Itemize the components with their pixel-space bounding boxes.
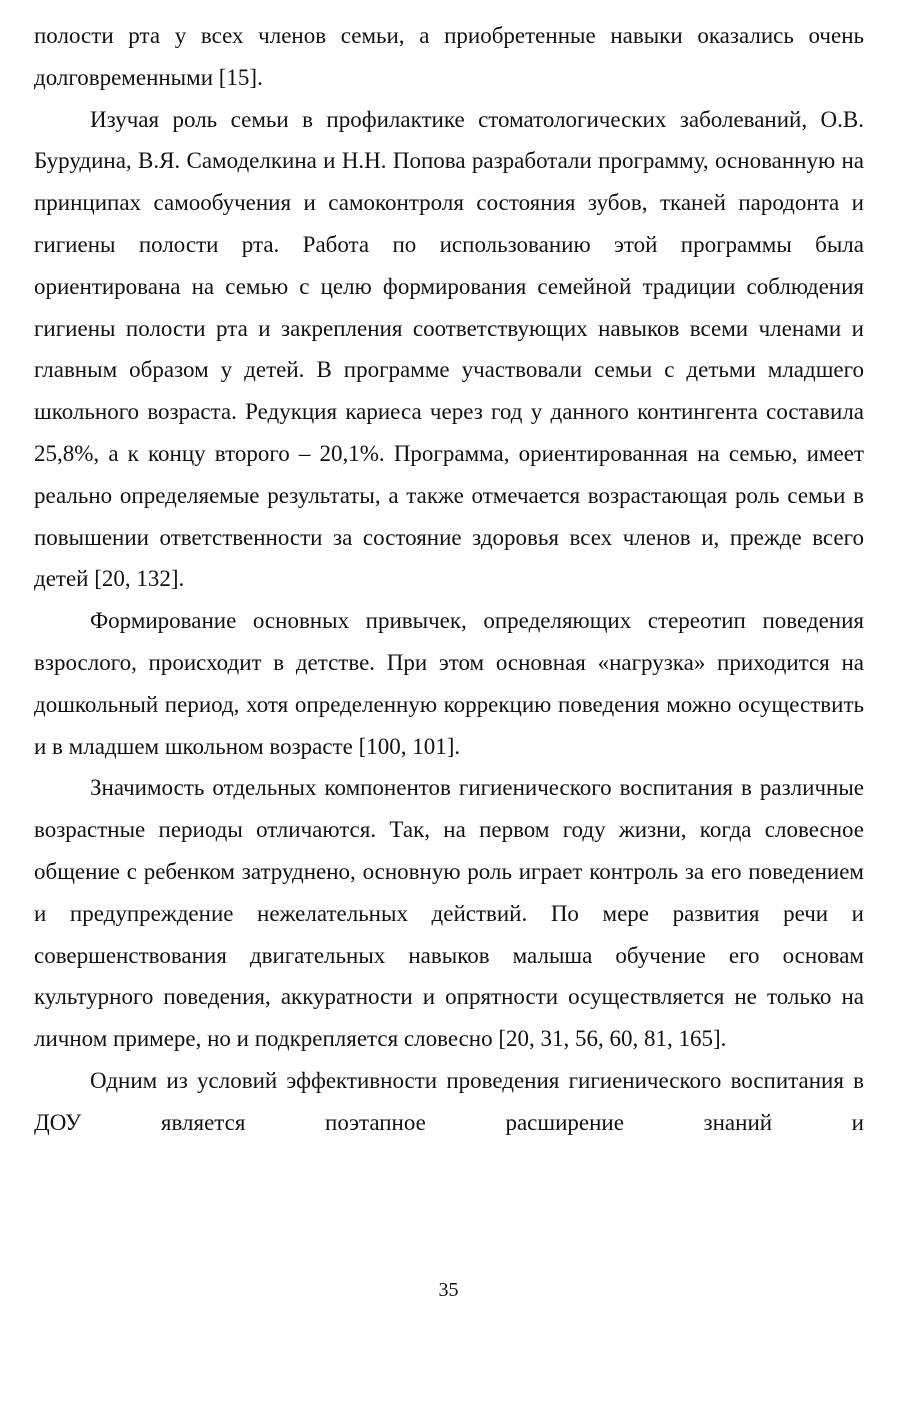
paragraph-continuation: полости рта у всех членов семьи, а приобретенные навыки оказались очень долговременными [15]. bbox=[34, 23, 864, 90]
paragraph-dou-conditions: Одним из условий эффективности проведения гигиенического воспитания в ДОУ является поэтапное расширение знаний и bbox=[34, 1067, 864, 1135]
page-number: 35 bbox=[438, 1279, 459, 1301]
document-body bbox=[34, 15, 864, 1144]
paragraph-family-program: Изучая роль семьи в профилактике стоматологических заболеваний, О.В. Бурудина, В.Я. Самоделкина и Н.Н. Попова разработали программу, основанную на принципах самообучения и самоконтроля состояния зубов, тканей пародонта и гигиены полости рта. Работа по использованию этой программы была ориентирована на семью с целю формирования семейной традиции соблюдения гигиены полости рта и закрепления соответствующих навыков всеми членами и главным образом у детей. В программе участвовали семьи с детьми младшего школьного возраста. Редукция кариеса через год у данного контингента составила 25,8%, а к концу второго – 20,1%. Программа, ориентированная на семью, имеет реально определяемые результаты, а также отмечается возрастающая роль семьи в повышении ответственности за состояние здоровья всех членов и, прежде всего детей [20, 132]. bbox=[34, 106, 864, 592]
paragraph-habits: Формирование основных привычек, определяющих стереотип поведения взрослого, происходит в детстве. При этом основная «нагрузка» приходится на дошкольный период, хотя определенную коррекцию поведения можно осуществить и в младшем школьном возрасте [100, 101]. bbox=[34, 608, 864, 759]
paragraph-age-periods: Значимость отдельных компонентов гигиенического воспитания в различные возрастные периоды отличаются. Так, на первом году жизни, когда словесное общение с ребенком затруднено, основную роль играет контроль за его поведением и предупреждение нежелательных действий. По мере развития речи и совершенствования двигательных навыков малыша обучение его основам культурного поведения, аккуратности и опрятности осуществляется не только на личном примере, но и подкрепляется словесно [20, 31, 56, 60, 81, 165]. bbox=[34, 775, 864, 1052]
